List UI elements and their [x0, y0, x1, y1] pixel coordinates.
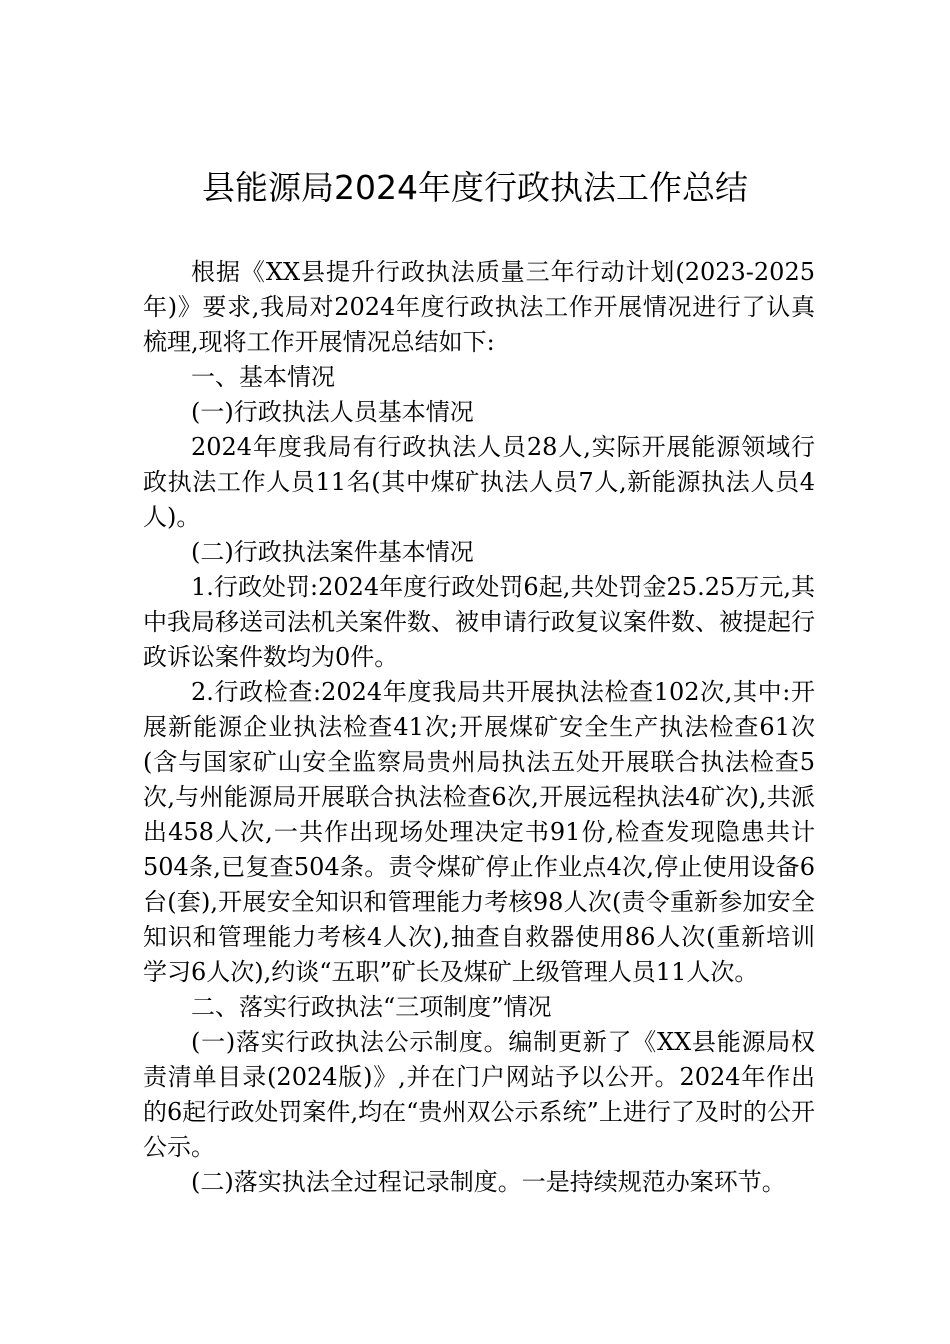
publicity-system-paragraph: (一)落实行政执法公示制度。编制更新了《XX县能源局权责清单目录(2024版)》,并在门户网站予以公开。2024年作出的6起行政处罚案件,均在“贵州双公示系统”上进行了及时的公开公示。: [143, 1028, 815, 1161]
document-body: [143, 255, 815, 1200]
section-heading-basic-situation: 一、基本情况: [191, 363, 335, 391]
subsection-heading-cases: (二)行政执法案件基本情况: [191, 538, 474, 566]
inspection-paragraph: 2.行政检查:2024年度我局共开展执法检查102次,其中:开展新能源企业执法检查41次;开展煤矿安全生产执法检查61次(含与国家矿山安全监察局贵州局执法五处开展联合执法检查5次,与州能源局开展联合执法检查6次,开展远程执法4矿次),共派出458人次,一共作出现场处理决定书91份,检查发现隐患共计504条,已复查504条。责令煤矿停止作业点4次,停止使用设备6台(套),开展安全知识和管理能力考核98人次(责令重新参加安全知识和管理能力考核4人次),抽查自救器使用86人次(重新培训学习6人次),约谈“五职”矿长及煤矿上级管理人员11人次。: [143, 678, 815, 986]
document-title: 县能源局2024年度行政执法工作总结: [202, 168, 748, 207]
recording-system-paragraph: (二)落实执法全过程记录制度。一是持续规范办案环节。: [191, 1168, 786, 1196]
section-heading-three-systems: 二、落实行政执法“三项制度”情况: [191, 993, 552, 1021]
subsection-heading-personnel: (一)行政执法人员基本情况: [191, 398, 474, 426]
penalty-paragraph: 1.行政处罚:2024年度行政处罚6起,共处罚金25.25万元,其中我局移送司法机关案件数、被申请行政复议案件数、被提起行政诉讼案件数均为0件。: [143, 573, 815, 671]
personnel-paragraph: 2024年度我局有行政执法人员28人,实际开展能源领域行政执法工作人员11名(其中煤矿执法人员7人,新能源执法人员4人)。: [143, 433, 815, 531]
intro-paragraph: 根据《XX县提升行政执法质量三年行动计划(2023-2025年)》要求,我局对2024年度行政执法工作开展情况进行了认真梳理,现将工作开展情况总结如下:: [143, 258, 815, 356]
